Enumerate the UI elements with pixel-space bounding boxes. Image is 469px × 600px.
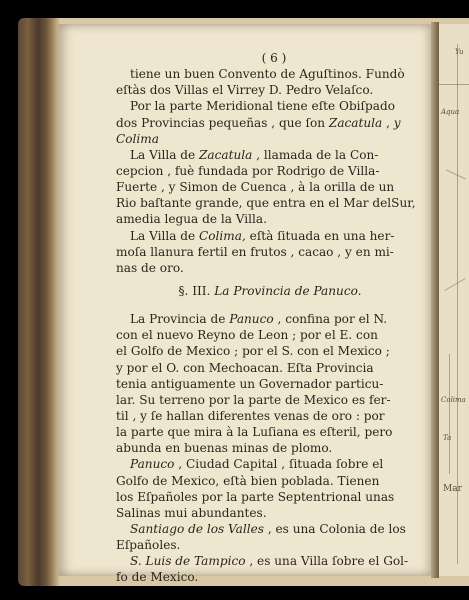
text-line [116, 537, 424, 553]
map-label: Mar [443, 484, 462, 494]
adjacent-map-page [439, 24, 469, 576]
text-block-upper [116, 66, 424, 276]
text-run: , llamada de la Con- [252, 147, 379, 162]
text-run: Eſpañoles. [116, 538, 181, 553]
text-run: Salinas mui abundantes. [116, 505, 267, 520]
text-run: dos Provincias pequeñas , que ſon [116, 115, 329, 130]
text-line [116, 456, 424, 472]
text-line [116, 228, 424, 244]
text-run: Por la parte Meridional tiene eſte Obiſpado [130, 99, 396, 114]
italic-text: La Provincia de Panuco. [214, 283, 362, 298]
text-line [116, 82, 424, 98]
text-line [116, 343, 424, 359]
text-line [116, 473, 424, 489]
page-number: ( 6 ) [261, 51, 287, 65]
text-line [116, 505, 424, 521]
map-label: Colima [441, 396, 466, 404]
italic-text: Colima [116, 131, 159, 146]
italic-text: Panuco [130, 457, 175, 472]
text-run: nas de oro. [116, 260, 184, 275]
text-run: fo de Mexico. [116, 570, 199, 585]
text-run: lar. Su terreno por la parte de Mexico es fer- [116, 392, 391, 407]
text-line [116, 244, 424, 260]
text-line [116, 553, 424, 569]
text-line [116, 66, 424, 82]
text-line [116, 131, 424, 147]
text-run: la parte que mira à la Luſiana es eſteril, pero [116, 425, 393, 440]
italic-text: Colima, [199, 228, 246, 243]
text-block-lower [116, 311, 424, 585]
map-label: Aqua [441, 108, 460, 116]
text-line [116, 163, 424, 179]
text-run: eſtàs dos Villas el Virrey D. Pedro Velaſco. [116, 83, 374, 98]
text-run: , [382, 115, 394, 130]
text-line [116, 489, 424, 505]
map-label: Yu [455, 48, 464, 56]
section-heading [116, 283, 424, 299]
text-run: y por el O. con Mechoacan. Eſta Provincia [116, 360, 374, 375]
text-run: La Villa de [130, 147, 200, 162]
text-run: los Eſpañoles por la parte Septentrional unas [116, 489, 395, 504]
text-line [116, 376, 424, 392]
text-line [116, 521, 424, 537]
text-line [116, 424, 424, 440]
page-gutter [431, 22, 439, 578]
text-line [116, 392, 424, 408]
text-line [116, 147, 424, 163]
text-run: Fuerte , y Simon de Cuenca , à la orilla de un [116, 180, 395, 195]
text-run: Golfo de Mexico, eſtà bien poblada. Tienen [116, 473, 380, 488]
text-run: §. III. [178, 283, 215, 298]
italic-text: Zacatula [328, 115, 383, 130]
text-run: tenia antiguamente un Governador particu- [116, 376, 384, 391]
text-run: , confina por el N. [273, 312, 388, 327]
text-line [116, 211, 424, 227]
text-run: til , y ſe hallan diferentes venas de oro : por [116, 408, 385, 423]
text-line [116, 360, 424, 376]
text-run: con el nuevo Reyno de Leon ; por el E. con [116, 328, 378, 343]
text-run: La Provincia de [130, 312, 230, 327]
text-line [116, 179, 424, 195]
text-line [116, 195, 424, 211]
italic-text: y [393, 115, 401, 130]
text-line [116, 327, 424, 343]
text-run: amedia legua de la Villa. [116, 212, 267, 227]
text-line [116, 408, 424, 424]
text-line [116, 311, 424, 327]
text-run: eſtà ſituada en una her- [245, 228, 395, 243]
page-text [116, 50, 424, 586]
text-run: , es una Colonia de los [263, 521, 406, 536]
text-run: Rio baſtante grande, que entra en el Mar delSur, [116, 196, 416, 211]
italic-text: S. Luis de Tampico [130, 554, 246, 569]
text-run: abunda en buenas minas de plomo. [116, 441, 333, 456]
text-line [116, 115, 424, 131]
italic-text: Zacatula [199, 147, 253, 162]
text-line [116, 569, 424, 585]
text-line [116, 440, 424, 456]
text-run: tiene un buen Convento de Aguſtinos. Fundò [130, 67, 405, 82]
text-run: La Villa de [130, 228, 200, 243]
text-run: , Ciudad Capital , ſituada ſobre el [174, 457, 384, 472]
text-run: el Golfo de Mexico ; por el S. con el Mexico ; [116, 344, 390, 359]
map-label: Ta [443, 434, 452, 442]
italic-text: Santiago de los Valles [130, 521, 264, 536]
text-run: moſa llanura fertil en frutos , cacao , y en mi- [116, 244, 394, 259]
text-line [116, 260, 424, 276]
italic-text: Panuco [229, 312, 274, 327]
text-run: cepcion , fuè fundada por Rodrigo de Villa- [116, 163, 380, 178]
text-run: , es una Villa ſobre el Gol- [245, 554, 409, 569]
text-line [116, 98, 424, 114]
